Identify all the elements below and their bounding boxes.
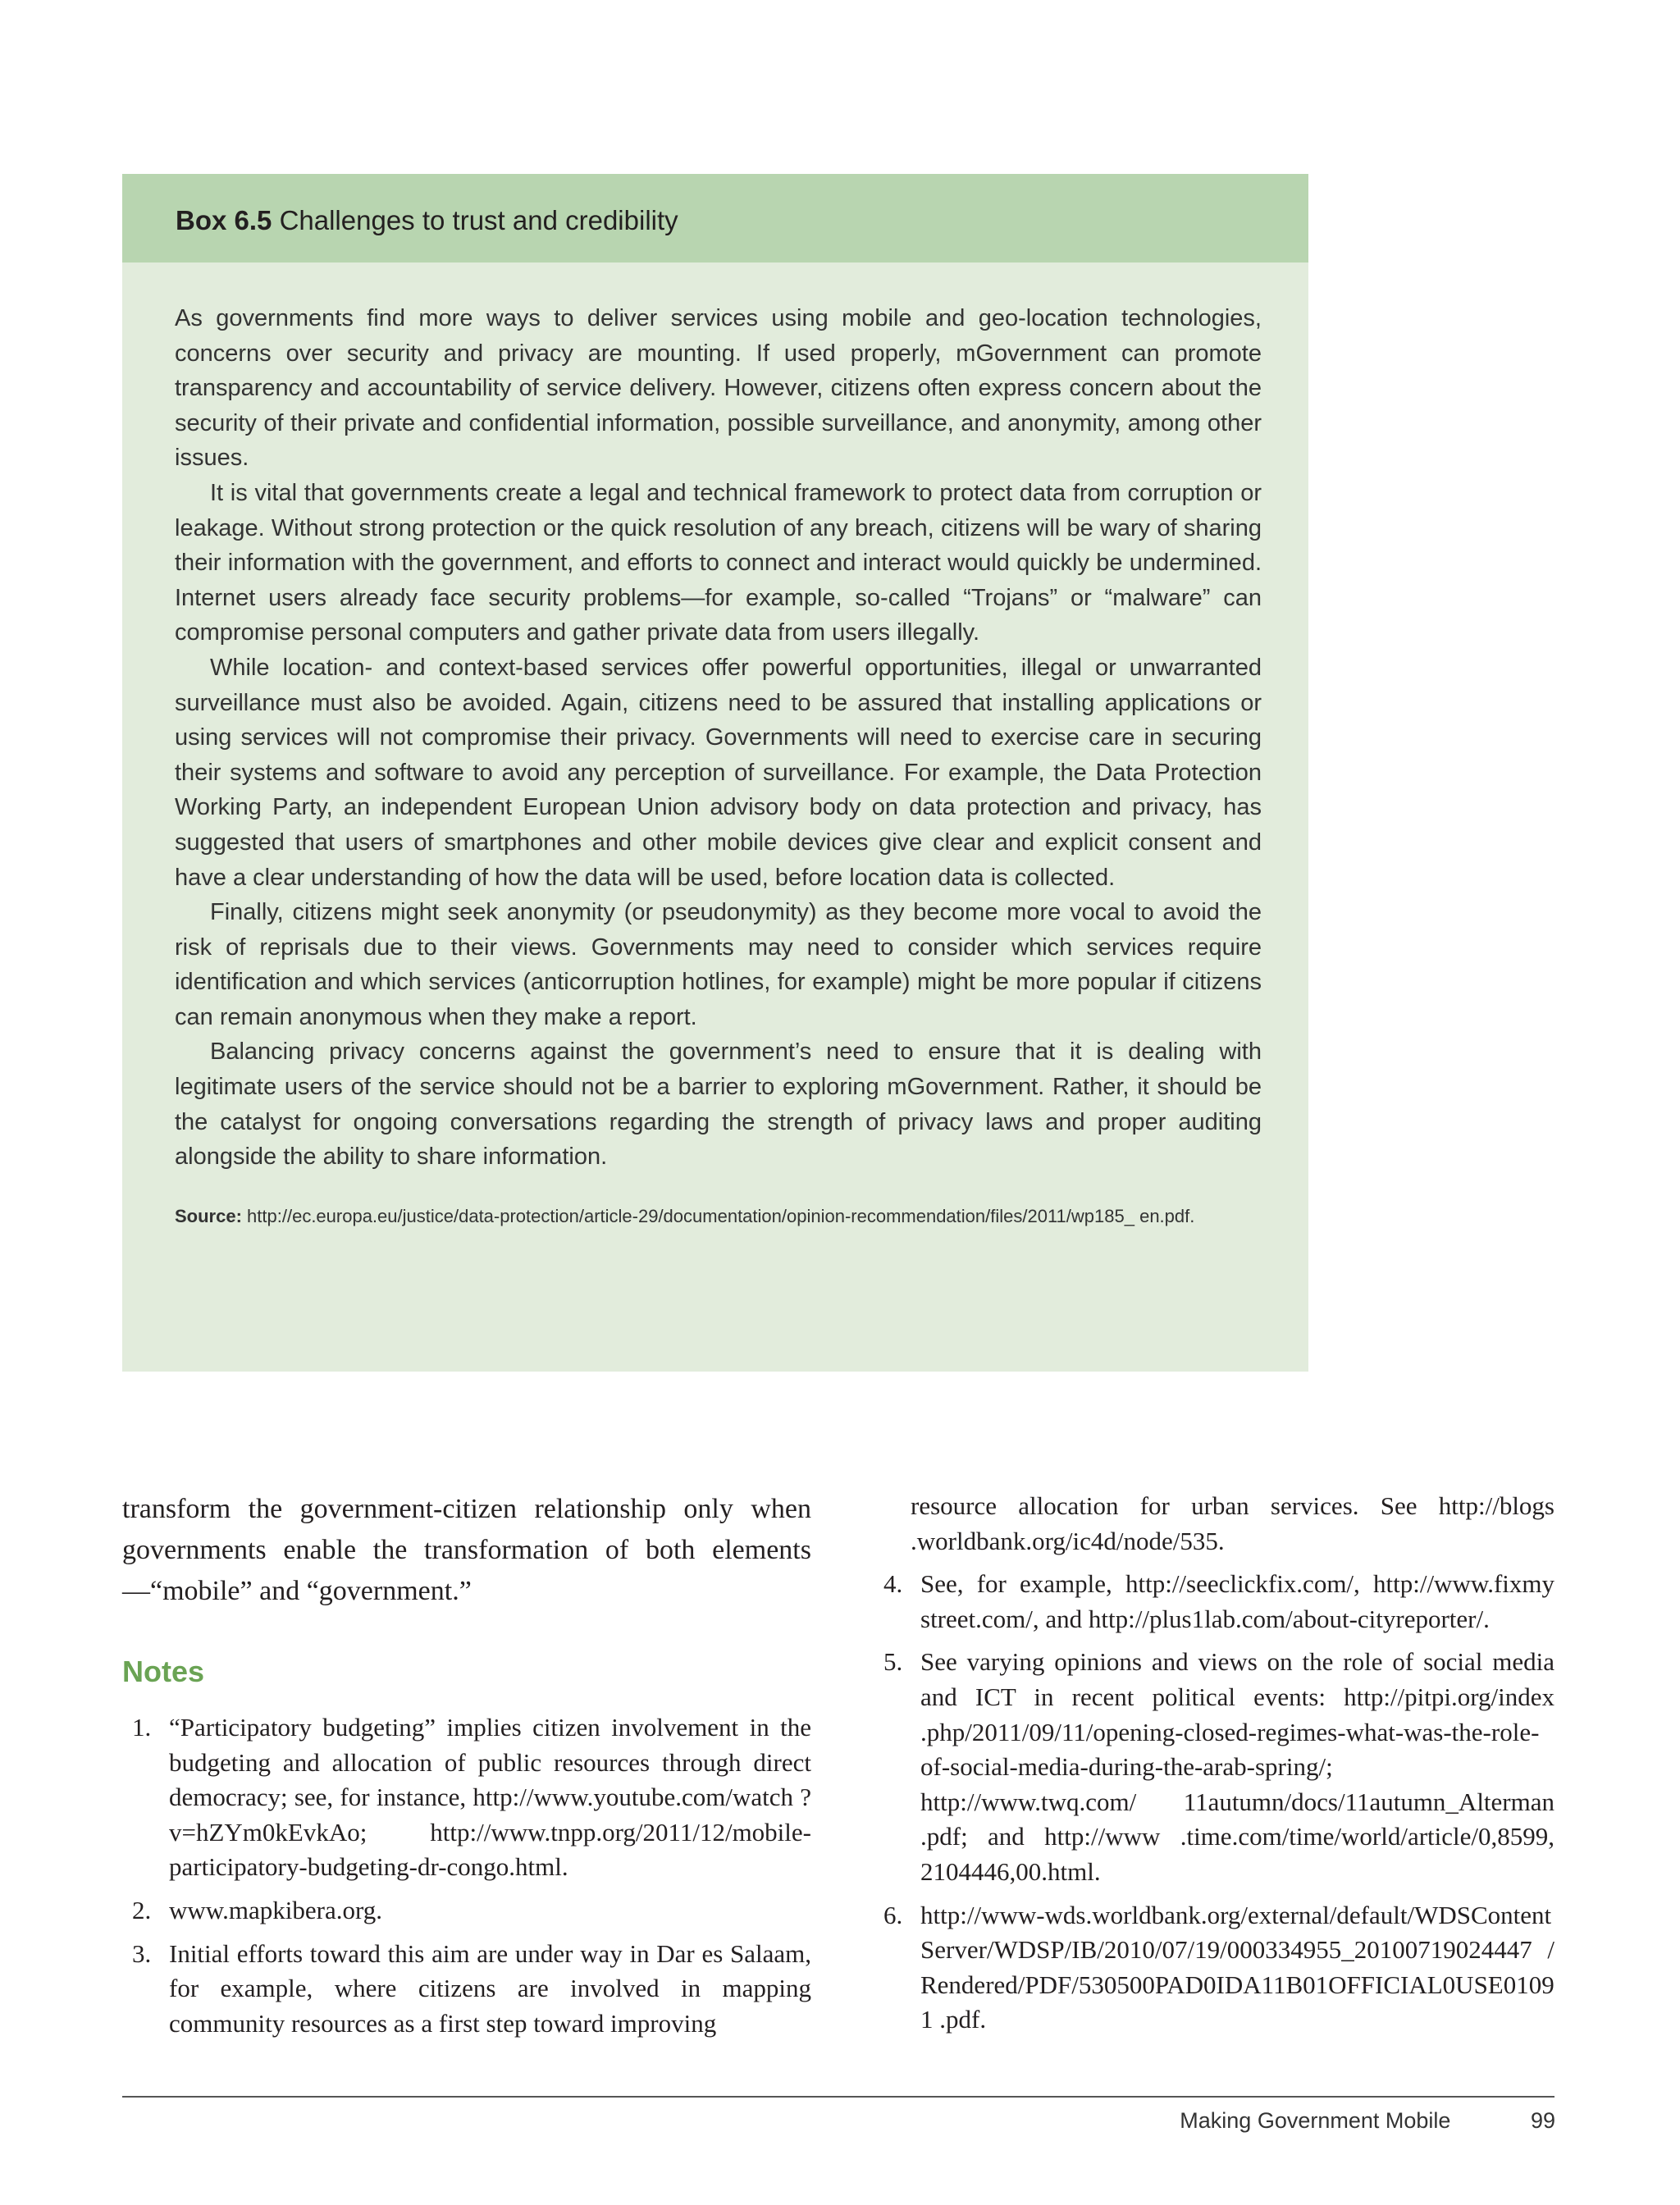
note-number: 3. bbox=[132, 1938, 152, 1968]
box-paragraph: Balancing privacy concerns against the government’s need to ensure that it is dealing with legitimate users of the service should not be a barrier to exploring mGovernment. Rather, it should be the catalyst for ongoing conversations regarding the strength of privacy laws and proper auditing alongside the ability to share information. bbox=[175, 1039, 1262, 1171]
note-text: See varying opinions and views on the role of social media and ICT in recent political events: http://pitpi.org/index .php/2011/09/11/opening-closed-regimes-what-was-the-role-of-social-media-during-the-arab-spring/; http://www.twq.com/ 11autumn/docs/11autumn_Alterman .pdf; and http://www .time.com/time/world/article/0,8599, 2104446,00.html. bbox=[920, 1647, 1554, 1886]
note-text: “Participatory budgeting” implies citizen involvement in the budgeting and allocation of public resources through direct democracy; see, for instance, http://www.youtube.com/watch ?v=hZYm0kEvkAo; http://www.tnpp.org/2011/12/mobile-participatory-budgeting-dr-congo.html. bbox=[169, 1713, 811, 1882]
note-number: 6. bbox=[883, 1900, 903, 1929]
box-label: Box 6.5 bbox=[176, 205, 272, 235]
box-source bbox=[175, 1199, 1262, 1234]
note-number: 1. bbox=[132, 1713, 152, 1742]
box-paragraph: It is vital that governments create a legal and technical framework to protect data from corruption or leakage. Without strong protection or the quick resolution of any breach, citizens will be wary of sharing their information with the government, and efforts to connect and interact would quickly be undermined. Internet users already face security problems—for example, so-called “Trojans” or “malware” can compromise personal computers and gather private data from users illegally. bbox=[175, 479, 1262, 646]
note-text: resource allocation for urban services. See http://blogs .worldbank.org/ic4d/node/535. bbox=[911, 1491, 1554, 1555]
note-item bbox=[874, 1898, 1554, 2038]
note-item bbox=[122, 1710, 811, 1885]
note-number: 4. bbox=[883, 1569, 903, 1599]
box-paragraph: As governments find more ways to deliver services using mobile and geo-location technologies, concerns over security and privacy are mounting. If used properly, mGovernment can promote transparency and accountability of service delivery. However, citizens often express concern about the security of their private and confidential information, possible surveillance, and anonymity, among other issues. bbox=[175, 305, 1262, 472]
note-number: 5. bbox=[883, 1647, 903, 1677]
note-item bbox=[874, 1645, 1554, 1889]
note-text: Initial efforts toward this aim are under way in Dar es Salaam, for example, where citizens are involved in mapping community resources as a first step toward improving bbox=[169, 1938, 811, 2038]
box-paragraph: While location- and context-based services offer powerful opportunities, illegal or unwarranted surveillance must also be avoided. Again, citizens need to be assured that installing applications or using services will not compromise their privacy. Governments will need to exercise care in securing their systems and software to avoid any perception of surveillance. For example, the Data Protection Working Party, an independent European Union advisory body on data protection and privacy, has suggested that users of smartphones and other mobile devices give clear and explicit consent and have a clear understanding of how the data will be used, before location data is collected. bbox=[175, 654, 1262, 891]
note-item bbox=[122, 1893, 811, 1929]
box-title: Challenges to trust and credibility bbox=[279, 205, 678, 235]
box-paragraph: Finally, citizens might seek anonymity (or pseudonymity) as they become more vocal to avoid the risk of reprisals due to their views. Governments may need to consider which services require identification and which services (anticorruption hotlines, for example) might be more popular if citizens can remain anonymous when they make a report. bbox=[175, 899, 1262, 1030]
note-number: 2. bbox=[132, 1895, 152, 1924]
running-title: Making Government Mobile bbox=[1180, 2108, 1451, 2133]
notes-heading: Notes bbox=[122, 1655, 205, 1688]
note-item bbox=[874, 1567, 1554, 1637]
box-body bbox=[175, 301, 1262, 1234]
note-text: See, for example, http://seeclickfix.com/, http://www.fixmy street.com/, and http://plus1lab.com/about-cityreporter/. bbox=[920, 1569, 1554, 1633]
note-item bbox=[122, 1937, 811, 2042]
page-number: 99 bbox=[1530, 2108, 1555, 2133]
closing-paragraph: transform the government-citizen relationship only when governments enable the transformation of both elements—“mobile” and “government.” bbox=[122, 1494, 811, 1606]
note-item-continued bbox=[874, 1489, 1554, 1559]
note-text: http://www-wds.worldbank.org/external/default/WDSContentServer/WDSP/IB/2010/07/19/000334955_20100719024447 /Rendered/PDF/530500PAD0IDA11B01OFFICIAL0USE01091 .pdf. bbox=[920, 1900, 1554, 2034]
box-header bbox=[122, 174, 1308, 262]
left-column bbox=[122, 1489, 811, 2049]
right-column bbox=[874, 1489, 1554, 2046]
note-text: www.mapkibera.org. bbox=[169, 1895, 382, 1924]
source-url: http://ec.europa.eu/justice/data-protection/article-29/documentation/opinion-recommendation/files/2011/wp185_ en.pdf. bbox=[247, 1205, 1195, 1226]
source-label: Source: bbox=[175, 1205, 242, 1226]
box-6-5 bbox=[122, 174, 1308, 1372]
page-footer bbox=[1180, 2108, 1555, 2134]
footer-rule bbox=[122, 2096, 1554, 2098]
